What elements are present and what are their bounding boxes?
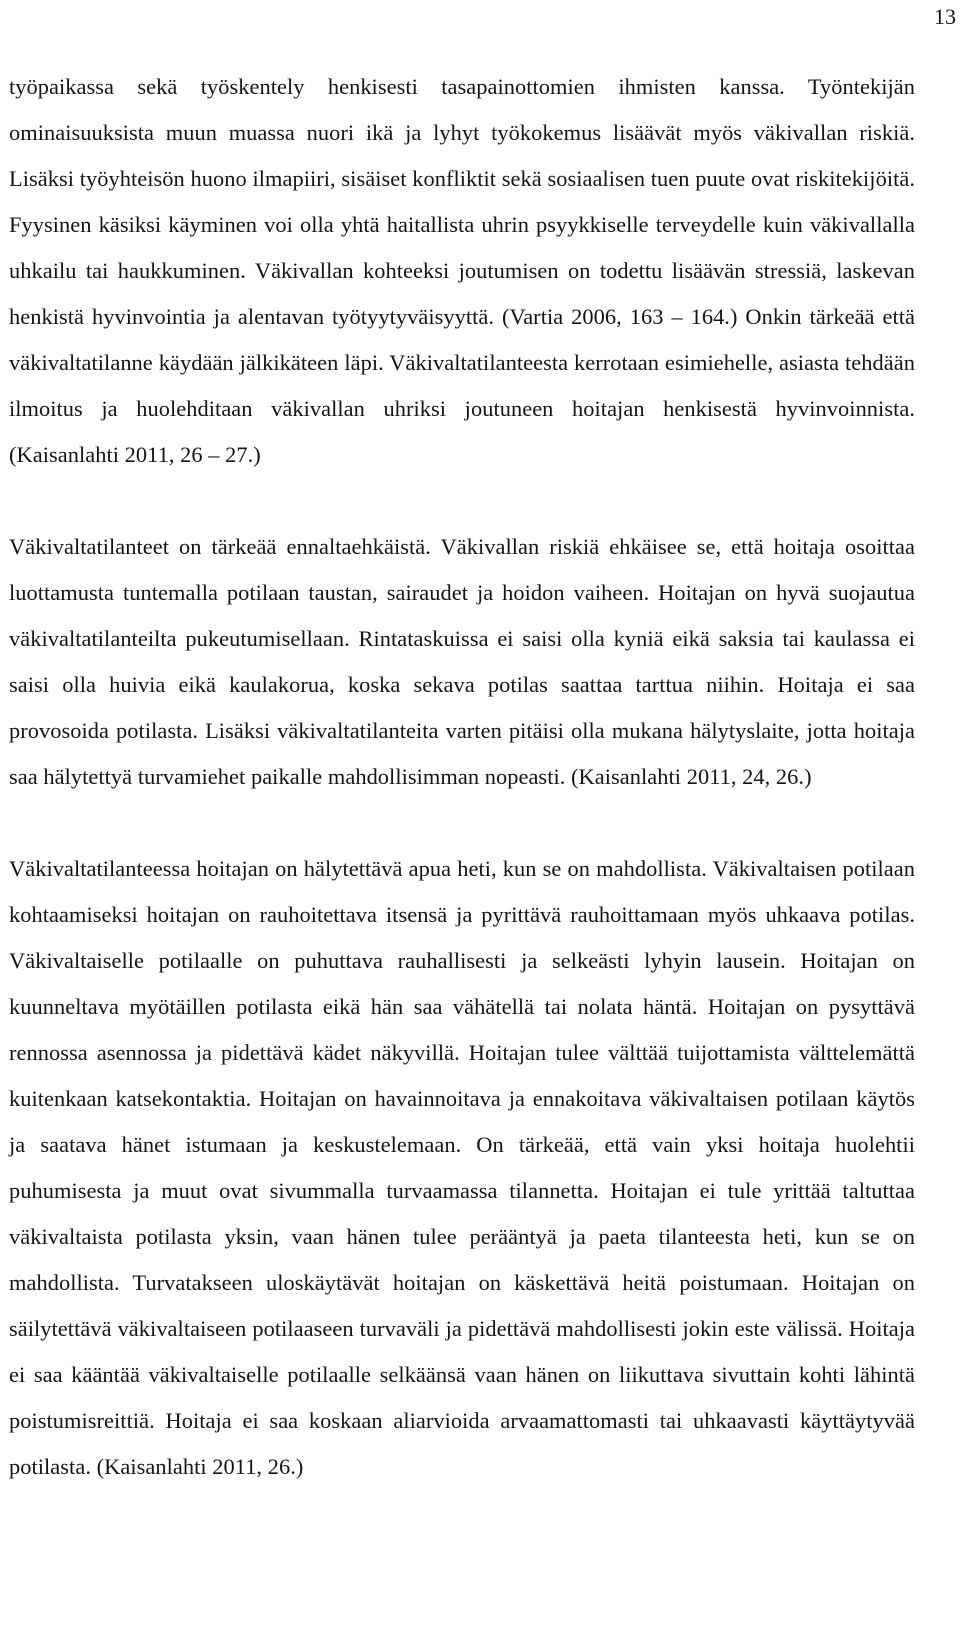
page-number: 13 — [934, 4, 956, 29]
paragraph-gap — [9, 800, 915, 846]
paragraph-gap — [9, 478, 915, 524]
paragraph-violence-prevention: Väkivaltatilanteet on tärkeää ennaltaehkäistä. Väkivallan riskiä ehkäisee se, että hoitaja osoittaa luottamusta tuntemalla potilaan taustan, sairaudet ja hoidon vaiheen. Hoitajan on hyvä suojautua väkivaltatilanteilta pukeutumisellaan. Rintataskuissa ei saisi olla kyniä eikä saksia tai kaulassa ei saisi olla huivia eikä kaulakorua, koska sekava potilas saattaa tarttua niihin. Hoitaja ei saa provosoida potilasta. Lisäksi väkivaltatilanteita varten pitäisi olla mukana hälytyslaite, jotta hoitaja saa hälytettyä turvamiehet paikalle mahdollisimman nopeasti. (Kaisanlahti 2011, 24, 26.) — [9, 534, 915, 789]
document-body — [9, 64, 915, 1490]
paragraph-violence-risk-factors: työpaikassa sekä työskentely henkisesti tasapainottomien ihmisten kanssa. Työntekijän ominaisuuksista muun muassa nuori ikä ja lyhyt työkokemus lisäävät myös väkivallan riskiä. Lisäksi työyhteisön huono ilmapiiri, sisäiset konfliktit sekä sosiaalisen tuen puute ovat riskitekijöitä. Fyysinen käsiksi käyminen voi olla yhtä haitallista uhrin psyykkiselle terveydelle kuin väkivallalla uhkailu tai haukkuminen. Väkivallan kohteeksi joutumisen on todettu lisäävän stressiä, laskevan henkistä hyvinvointia ja alentavan työtyytyväisyyttä. (Vartia 2006, 163 – 164.) Onkin tärkeää että väkivaltatilanne käydään jälkikäteen läpi. Väkivaltatilanteesta kerrotaan esimiehelle, asiasta tehdään ilmoitus ja huolehditaan väkivallan uhriksi joutuneen hoitajan henkisestä hyvinvoinnista. (Kaisanlahti 2011, 26 – 27.) — [9, 74, 915, 467]
paragraph-violence-situation-handling: Väkivaltatilanteessa hoitajan on hälytettävä apua heti, kun se on mahdollista. Väkivaltaisen potilaan kohtaamiseksi hoitajan on rauhoitettava itsensä ja pyrittävä rauhoittamaan myös uhkaava potilas. Väkivaltaiselle potilaalle on puhuttava rauhallisesti ja selkeästi lyhyin lausein. Hoitajan on kuunneltava myötäillen potilasta eikä hän saa vähätellä tai nolata häntä. Hoitajan on pysyttävä rennossa asennossa ja pidettävä kädet näkyvillä. Hoitajan tulee välttää tuijottamista välttelemättä kuitenkaan katsekontaktia. Hoitajan on havainnoitava ja ennakoitava väkivaltaisen potilaan käytös ja saatava hänet istumaan ja keskustelemaan. On tärkeää, että vain yksi hoitaja huolehtii puhumisesta ja muut ovat sivummalla turvaamassa tilannetta. Hoitajan ei tule yrittää taltuttaa väkivaltaista potilasta yksin, vaan hänen tulee perääntyä ja paeta tilanteesta heti, kun se on mahdollista. Turvatakseen uloskäytävät hoitajan on käskettävä heitä poistumaan. Hoitajan on säilytettävä väkivaltaiseen potilaaseen turvaväli ja pidettävä mahdollisesti jokin este välissä. Hoitaja ei saa kääntää väkivaltaiselle potilaalle selkäänsä vaan hänen on liikuttava sivuttain kohti lähintä poistumisreittiä. Hoitaja ei saa koskaan aliarvioida arvaamattomasti tai uhkaavasti käyttäytyvää potilasta. (Kaisanlahti 2011, 26.) — [9, 856, 915, 1479]
